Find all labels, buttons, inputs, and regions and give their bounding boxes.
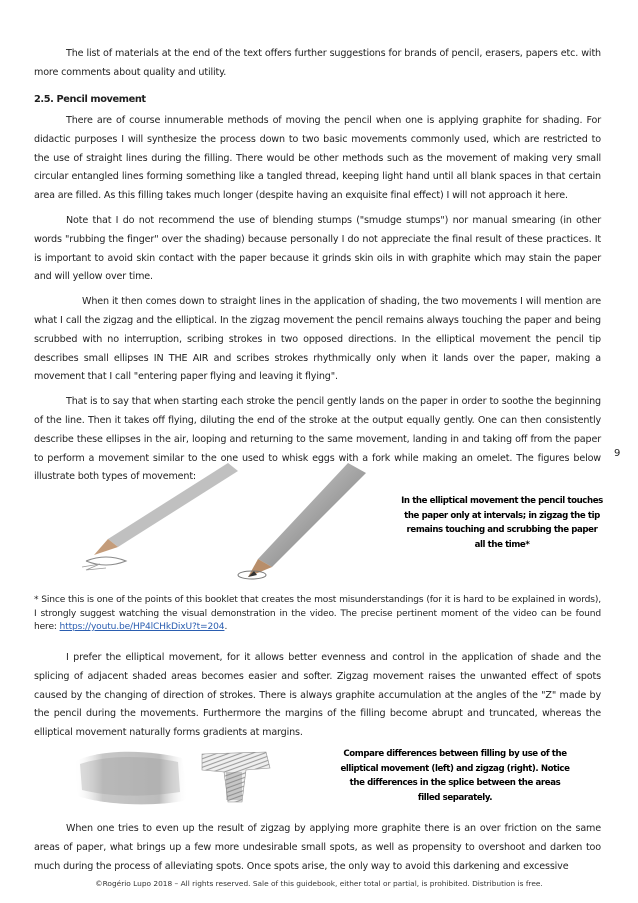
video-link[interactable]: https://youtu.be/HP4lCHkDixU?t=204 [59, 622, 225, 632]
body-block-1 [34, 112, 601, 487]
intro-block [34, 45, 601, 83]
paragraph-5: I prefer the elliptical movement, for it allows better evenness and control in the application of shade and the splicing of adjacent shaded areas becomes easier and softer. Zigzag movement raises the unwanted effect of spots caused by the changing of direction of strokes. There is always graphite accumulation at the angles of the "Z" made by the pencil during the movements. Furthermore the margins of the filling become abrupt and truncated, whereas the elliptical movement naturally forms gradients at margins. [34, 652, 601, 739]
zigzag-pencil [94, 463, 238, 555]
section-heading: 2.5. Pencil movement [34, 94, 146, 105]
elliptical-pencil [248, 463, 366, 577]
footnote-end: . [224, 622, 228, 632]
zigzag-pencil-illustration [78, 463, 238, 583]
paragraph-4: That is to say that when starting each stroke the pencil gently lands on the paper in order to soothe the beginning of the line. Then it takes off flying, diluting the end of the stroke at the output equally gently. One can then consistently describe these ellipses in the air, looping and returning to the same movement, landing in and taking off from the paper to perform a movement similar to the one used to whisk eggs with a fork while making an omelet. The figures below illustrate both types of movement: [34, 396, 601, 483]
figure-2-caption: Compare differences between filling by use of the elliptical movement (left) and zigzag (right). Notice the differences in the splice between the areas filled separately. [340, 749, 570, 803]
figure-1-caption: In the elliptical movement the pencil touches the paper only at intervals; in zigzag the tip remains touching and scrubbing the paper all the time* [401, 496, 603, 550]
elliptical-fill-swatch [74, 752, 188, 805]
body-block-3 [34, 820, 601, 876]
paragraph-1: There are of course innumerable methods of moving the pencil when one is applying graphite for shading. For didactic purposes I will synthesize the process down to two basic movements commonly used, which are restricted to the use of straight lines during the filling. There would be other methods such as the movement of making very small circular entangled lines forming something like a tangled thread, keeping light hand until all blank spaces in that certain area are filled. As this filling takes much longer (despite having an exquisite final effect) I will not approach it here. [34, 115, 601, 202]
paragraph-3: When it then comes down to straight lines in the application of shading, the two movements I will mention are what I call the zigzag and the elliptical. In the zigzag movement the pencil remains always touching the paper and being scrubbed with no interruption, scribing strokes in two opposed directions. In the elliptical movement the pencil tip describes small ellipses IN THE AIR and scribes strokes rhythmically only when it lands over the paper, making a movement that I call "entering paper flying and leaving it flying". [34, 296, 601, 383]
page-number: 9 [614, 448, 621, 459]
pencil-movement-illustration [230, 463, 390, 581]
page-footer: ©Rogério Lupo 2018 – All rights reserved. Sale of this guidebook, either total or partial, is prohibited. Distribution is free. [95, 879, 543, 888]
zigzag-fill-swatch [202, 752, 270, 802]
paragraph-6: When one tries to even up the result of zigzag by applying more graphite there is an over friction on the same areas of paper, what brings up a few more undesirable small spots, as well as propensity to overshoot and darken too much during the process of alleviating spots. Once spots arise, the only way to avoid this darkening and excessive [34, 823, 601, 872]
paragraph-2: Note that I do not recommend the use of blending stumps ("smudge stumps") nor manual smearing (in other words "rubbing the finger" over the shading) because personally I do not appreciate the final result of these practices. It is important to avoid skin contact with the paper because it grinds skin oils in with graphite which may stain the paper and will yellow over time. [34, 214, 601, 283]
footnote-block [34, 594, 601, 635]
body-block-2 [34, 649, 601, 743]
footnote [34, 594, 601, 635]
zigzag-trace-mark [86, 557, 126, 565]
footnote-text: * Since this is one of the points of this booklet that creates the most misunderstandings (for it is hard to be explained in words), I strongly suggest watching the visual demonstration in the video. The precise pertinent moment of the video can be found here: [34, 595, 601, 632]
section-heading-block [34, 91, 601, 109]
intro-paragraph: The list of materials at the end of the text offers further suggestions for brands of pencil, erasers, papers etc. with more comments about quality and utility. [34, 48, 601, 78]
shading-comparison-illustration [70, 742, 290, 812]
